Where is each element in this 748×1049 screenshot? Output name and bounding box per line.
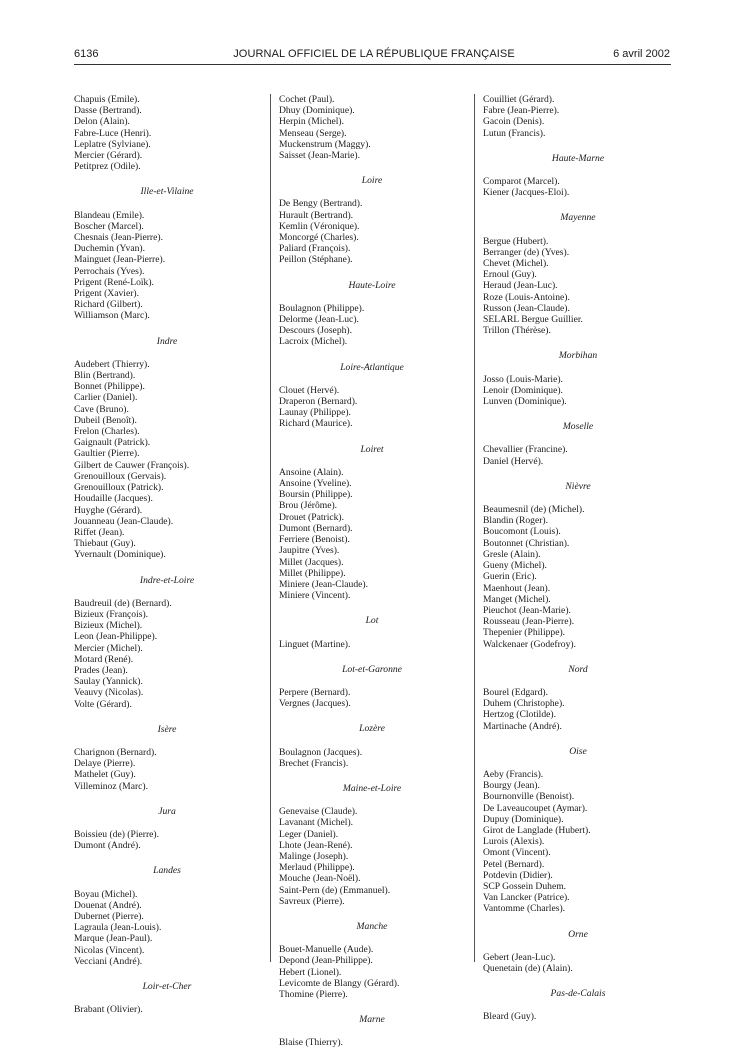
name-entry: Delorme (Jean-Luc).	[279, 314, 359, 326]
name-entry: Ansoine (Yveline).	[279, 478, 352, 490]
name-entry: Linguet (Martine).	[279, 638, 351, 650]
name-entry: Genevaise (Claude).	[279, 806, 358, 818]
department-heading: Indre-et-Loire	[139, 574, 195, 586]
department-section	[483, 664, 673, 732]
name-entry: Manget (Michel).	[483, 593, 551, 605]
name-entry: Pieuchot (Jean-Marie).	[483, 604, 571, 616]
department-heading: Moselle	[562, 421, 594, 433]
name-entry: Miniere (Vincent).	[279, 590, 351, 602]
name-entry: Comparot (Marcel).	[483, 176, 560, 188]
name-entry: Yvernault (Dominique).	[74, 549, 166, 561]
journal-title: JOURNAL OFFICIEL DE LA RÉPUBLIQUE FRANÇAISE	[233, 48, 515, 60]
publication-date: 6 avril 2002	[613, 48, 670, 60]
name-entry: Menseau (Serge).	[279, 127, 347, 139]
name-entry: Brabant (Olivier).	[74, 1004, 143, 1016]
name-entry: Jouanneau (Jean-Claude).	[74, 515, 174, 527]
department-section	[483, 212, 673, 336]
name-entry: Paliard (François).	[279, 243, 351, 255]
name-entry: Boscher (Marcel).	[74, 220, 144, 232]
name-entry: SELARL Bergue Guillier.	[483, 314, 583, 326]
name-entry: Gresle (Alain).	[483, 548, 541, 560]
name-list	[483, 687, 673, 732]
name-entry: Volte (Gérard).	[74, 698, 132, 710]
name-entry: Nicolas (Vincent).	[74, 944, 145, 956]
name-entry: Russon (Jean-Claude).	[483, 302, 570, 314]
name-entry: Rousseau (Jean-Pierre).	[483, 616, 575, 628]
name-list	[483, 769, 673, 915]
name-entry: Fabre (Jean-Pierre).	[483, 105, 560, 117]
name-entry: Gueny (Michel).	[483, 560, 547, 572]
department-section	[279, 175, 465, 265]
name-entry: Chapuis (Emile).	[74, 94, 140, 105]
name-entry: Petitprez (Odile).	[74, 161, 141, 173]
name-entry: Draperon (Bernard).	[279, 396, 358, 408]
name-list	[279, 687, 465, 709]
department-section	[74, 186, 260, 321]
name-list	[483, 94, 673, 139]
name-entry: Kiener (Jacques-Eloi).	[483, 187, 570, 199]
name-entry: Riffet (Jean).	[74, 526, 125, 538]
name-entry: Richard (Gilbert).	[74, 299, 143, 311]
name-entry: Levicomte de Blangy (Gérard).	[279, 977, 400, 989]
name-entry: Peillon (Stéphane).	[279, 254, 353, 266]
department-heading: Maine-et-Loire	[342, 782, 402, 794]
name-entry: Merlaud (Philippe).	[279, 862, 355, 874]
name-entry: Bournonville (Benoist).	[483, 791, 575, 803]
name-entry: Bizieux (François).	[74, 608, 149, 620]
name-entry: Mathelet (Guy).	[74, 769, 136, 781]
name-entry: Moncorgé (Charles).	[279, 232, 359, 244]
department-heading: Oise	[569, 745, 587, 757]
name-entry: Maenhout (Jean).	[483, 582, 551, 594]
name-list	[74, 829, 260, 851]
header-rule	[74, 64, 671, 65]
name-entry: Boursin (Philippe).	[279, 489, 353, 501]
name-entry: Boutonnet (Christian).	[483, 537, 570, 549]
department-heading: Pas-de-Calais	[550, 988, 606, 1000]
name-entry: Boulagnon (Jacques).	[279, 746, 363, 758]
name-entry: Petel (Bernard).	[483, 858, 545, 870]
name-entry: Muckenstrum (Maggy).	[279, 138, 371, 150]
name-entry: Mainguet (Jean-Pierre).	[74, 254, 166, 266]
name-entry: Lagraula (Jean-Louis).	[74, 922, 162, 934]
name-list	[483, 374, 673, 408]
name-entry: Prades (Jean).	[74, 664, 128, 676]
name-entry: Depond (Jean-Philippe).	[279, 955, 373, 967]
name-entry: Mouche (Jean-Noël).	[279, 873, 361, 885]
department-section	[483, 153, 673, 199]
name-list	[483, 952, 673, 974]
name-entry: Chevallier (Francine).	[483, 444, 568, 456]
department-heading: Marne	[359, 1014, 385, 1026]
name-entry: Daniel (Hervé).	[483, 455, 544, 467]
name-entry: De Laveaucoupet (Aymar).	[483, 802, 588, 814]
name-entry: Bizieux (Michel).	[74, 620, 143, 632]
department-heading: Manche	[356, 920, 388, 932]
name-entry: Blaise (Thierry).	[279, 1037, 343, 1049]
department-heading: Landes	[153, 865, 181, 877]
name-entry: Blandin (Roger).	[483, 515, 549, 527]
department-section	[74, 724, 260, 792]
name-entry: Thiebaut (Guy).	[74, 538, 136, 550]
name-entry: Mercier (Gérard).	[74, 150, 143, 162]
name-entry: Aeby (Francis).	[483, 768, 544, 780]
name-entry: Saulay (Yannick).	[74, 676, 143, 688]
name-entry: Boucomont (Louis).	[483, 526, 561, 538]
name-entry: Duhem (Christophe).	[483, 698, 565, 710]
name-entry: Girot de Langlade (Hubert).	[483, 824, 591, 836]
name-entry: Martinache (André).	[483, 720, 562, 732]
name-entry: Dhuy (Dominique).	[279, 105, 355, 117]
name-entry: Leger (Daniel).	[279, 828, 339, 840]
name-entry: Huyghe (Gérard).	[74, 504, 143, 516]
name-list	[74, 359, 260, 561]
name-entry: Vecciani (André).	[74, 955, 143, 967]
name-entry: Mercier (Michel).	[74, 642, 143, 654]
name-entry: Douenat (André).	[74, 899, 142, 911]
name-list	[279, 747, 465, 769]
name-entry: Trillon (Thérèse).	[483, 325, 551, 337]
name-list	[279, 467, 465, 601]
department-section	[74, 865, 260, 967]
name-entry: Bonnet (Philippe).	[74, 381, 145, 393]
department-heading: Lozère	[359, 723, 385, 735]
name-entry: Hebert (Lionel).	[279, 966, 342, 978]
name-entry: Prigent (René-Loïk).	[74, 276, 154, 288]
column-1	[74, 94, 260, 1015]
name-entry: Charignon (Bernard).	[74, 746, 157, 758]
name-entry: Bourel (Edgard).	[483, 686, 549, 698]
department-section	[74, 336, 260, 561]
name-entry: Baudreuil (de) (Bernard).	[74, 597, 172, 609]
department-section	[279, 94, 465, 161]
name-entry: Quenetain (de) (Alain).	[483, 962, 573, 974]
department-section	[279, 921, 465, 1000]
department-heading: Mayenne	[560, 212, 596, 224]
name-entry: Gaignault (Patrick).	[74, 437, 151, 449]
column-2	[279, 94, 465, 1049]
name-entry: Motard (René).	[74, 653, 134, 665]
name-entry: Lutun (Francis).	[483, 127, 546, 139]
name-list	[74, 747, 260, 792]
department-section	[279, 362, 465, 430]
name-entry: Leplatre (Sylviane).	[74, 138, 151, 150]
department-section	[279, 723, 465, 769]
department-heading: Jura	[158, 805, 176, 817]
name-entry: Boyau (Michel).	[74, 888, 138, 900]
name-entry: Leon (Jean-Philippe).	[74, 631, 158, 643]
name-entry: Prigent (Xavier).	[74, 288, 140, 300]
name-entry: Delon (Alain).	[74, 116, 130, 128]
department-heading: Morbihan	[558, 350, 598, 362]
name-entry: Marque (Jean-Paul).	[74, 933, 153, 945]
name-entry: Beaumesnil (de) (Michel).	[483, 504, 585, 516]
name-entry: Savreux (Pierre).	[279, 895, 345, 907]
department-heading: Isère	[157, 723, 177, 735]
name-entry: Malinge (Joseph).	[279, 850, 349, 862]
name-list	[279, 303, 465, 348]
name-list	[279, 385, 465, 430]
department-section	[483, 746, 673, 915]
name-entry: Perrochais (Yves).	[74, 265, 145, 277]
name-entry: Josso (Louis-Marie).	[483, 373, 563, 385]
department-section	[279, 783, 465, 907]
name-entry: Perpere (Bernard).	[279, 686, 351, 698]
name-entry: Kemlin (Véronique).	[279, 220, 360, 232]
name-entry: Jaupitre (Yves).	[279, 545, 340, 557]
name-entry: Guerin (Eric).	[483, 571, 537, 583]
name-entry: Delaye (Pierre).	[74, 758, 136, 770]
department-heading: Lot-et-Garonne	[342, 663, 402, 675]
name-entry: Ansoine (Alain).	[279, 466, 344, 478]
name-entry: Chevet (Michel).	[483, 258, 549, 270]
page-header	[0, 48, 748, 64]
department-section	[74, 94, 260, 172]
name-entry: Millet (Jacques).	[279, 556, 344, 568]
name-entry: Launay (Philippe).	[279, 407, 351, 419]
department-section	[74, 575, 260, 710]
name-entry: Frelon (Charles).	[74, 426, 140, 438]
department-section	[279, 615, 465, 649]
name-entry: Cochet (Paul).	[279, 94, 335, 105]
name-entry: Dubeil (Benoît).	[74, 414, 137, 426]
department-section	[483, 929, 673, 975]
name-entry: Thepenier (Philippe).	[483, 627, 566, 639]
column-divider	[474, 94, 475, 962]
name-entry: Saint-Pern (de) (Emmanuel).	[279, 884, 391, 896]
department-section	[279, 280, 465, 348]
name-entry: Richard (Maurice).	[279, 418, 353, 430]
name-entry: Ferriere (Benoist).	[279, 534, 350, 546]
name-entry: Brou (Jérôme).	[279, 500, 338, 512]
department-heading: Haute-Marne	[551, 152, 605, 164]
name-entry: Brechet (Francis).	[279, 757, 349, 769]
department-section	[74, 981, 260, 1015]
name-entry: Roze (Louis-Antoine).	[483, 291, 570, 303]
name-entry: Houdaille (Jacques).	[74, 493, 153, 505]
department-section	[483, 94, 673, 139]
name-entry: Veauvy (Nicolas).	[74, 687, 144, 699]
name-entry: Lunven (Dominique).	[483, 396, 567, 408]
column-divider	[270, 94, 271, 962]
name-entry: Walckenaer (Godefroy).	[483, 638, 576, 650]
name-entry: Descours (Joseph).	[279, 325, 353, 337]
department-heading: Haute-Loire	[348, 279, 396, 291]
name-entry: Potdevin (Didier).	[483, 869, 553, 881]
name-entry: Audebert (Thierry).	[74, 358, 150, 370]
name-entry: Boulagnon (Philippe).	[279, 302, 365, 314]
name-entry: Carlier (Daniel).	[74, 392, 138, 404]
name-list	[483, 236, 673, 337]
department-section	[279, 664, 465, 710]
department-section	[74, 806, 260, 852]
name-entry: Thomine (Pierre).	[279, 988, 348, 1000]
department-heading: Nièvre	[565, 480, 591, 492]
department-section	[483, 481, 673, 650]
department-section	[483, 988, 673, 1022]
name-list	[279, 1037, 465, 1048]
department-heading: Nord	[568, 663, 588, 675]
department-heading: Loiret	[360, 443, 384, 455]
name-entry: Couilliet (Gérard).	[483, 94, 555, 105]
name-entry: Saisset (Jean-Marie).	[279, 150, 360, 162]
name-entry: Ernoul (Guy).	[483, 269, 537, 281]
name-list	[74, 598, 260, 710]
column-3	[483, 94, 673, 1023]
name-list	[483, 176, 673, 198]
name-entry: Vantomme (Charles).	[483, 903, 566, 915]
name-entry: Bouet-Manuelle (Aude).	[279, 944, 374, 956]
department-heading: Indre	[156, 335, 178, 347]
department-section	[483, 350, 673, 407]
name-list	[483, 504, 673, 650]
name-list	[483, 1011, 673, 1022]
name-entry: Millet (Philippe).	[279, 567, 346, 579]
name-entry: Blandeau (Emile).	[74, 209, 145, 221]
name-entry: Villeminoz (Marc).	[74, 780, 149, 792]
name-entry: Dupuy (Dominique).	[483, 813, 564, 825]
name-list	[279, 944, 465, 1000]
department-heading: Lot	[365, 615, 379, 627]
name-entry: Blin (Bertrand).	[74, 370, 136, 382]
name-entry: Clouet (Hervé).	[279, 384, 340, 396]
name-list	[74, 210, 260, 322]
department-section	[279, 444, 465, 602]
name-entry: Gebert (Jean-Luc).	[483, 951, 556, 963]
name-entry: Heraud (Jean-Luc).	[483, 280, 558, 292]
name-entry: Dumont (Bernard).	[279, 522, 353, 534]
department-heading: Ille-et-Vilaine	[140, 186, 194, 198]
name-entry: Gacoin (Denis).	[483, 116, 545, 128]
name-entry: Vergnes (Jacques).	[279, 698, 351, 710]
name-entry: Lavanant (Michel).	[279, 817, 354, 829]
page-number: 6136	[74, 48, 99, 60]
name-entry: Fabre-Luce (Henri).	[74, 127, 152, 139]
name-entry: Van Lancker (Patrice).	[483, 892, 570, 904]
name-entry: Williamson (Marc).	[74, 310, 150, 322]
name-entry: Herpin (Michel).	[279, 116, 345, 128]
name-list	[279, 94, 465, 161]
name-list	[74, 94, 260, 172]
name-entry: Chesnais (Jean-Pierre).	[74, 232, 163, 244]
name-entry: Lurois (Alexis).	[483, 836, 545, 848]
name-list	[279, 639, 465, 650]
name-entry: Bourgy (Jean).	[483, 780, 540, 792]
name-entry: Lenoir (Dominique).	[483, 384, 563, 396]
name-entry: Grenouilloux (Gervais).	[74, 470, 167, 482]
department-heading: Loir-et-Cher	[142, 981, 192, 992]
department-section	[279, 1014, 465, 1048]
department-heading: Loire-Atlantique	[340, 361, 404, 373]
name-entry: Dubernet (Pierre).	[74, 910, 144, 922]
name-entry: Drouet (Patrick).	[279, 511, 345, 523]
name-entry: Dumont (André).	[74, 840, 141, 852]
department-section	[483, 421, 673, 467]
name-entry: De Bengy (Bertrand).	[279, 198, 363, 210]
name-entry: Omont (Vincent).	[483, 847, 551, 859]
name-entry: Lacroix (Michel).	[279, 336, 348, 348]
name-entry: Lhote (Jean-René).	[279, 839, 353, 851]
name-entry: Gilbert de Cauwer (François).	[74, 459, 190, 471]
name-entry: Miniere (Jean-Claude).	[279, 578, 368, 590]
name-list	[279, 806, 465, 907]
name-entry: Duchemin (Yvan).	[74, 243, 145, 255]
name-list	[74, 889, 260, 967]
name-list	[279, 198, 465, 265]
name-entry: SCP Gossein Duhem.	[483, 880, 567, 892]
name-entry: Hertzog (Clotilde).	[483, 709, 556, 721]
name-list	[74, 1004, 260, 1015]
department-heading: Loire	[361, 175, 383, 187]
name-entry: Dasse (Bertrand).	[74, 105, 142, 117]
name-entry: Gaultier (Pierre).	[74, 448, 140, 460]
name-entry: Boissieu (de) (Pierre).	[74, 828, 159, 840]
department-heading: Orne	[568, 928, 588, 940]
name-list	[483, 444, 673, 466]
name-entry: Bergue (Hubert).	[483, 235, 549, 247]
name-entry: Cave (Bruno).	[74, 403, 129, 415]
name-entry: Berranger (de) (Yves).	[483, 246, 570, 258]
name-entry: Grenouilloux (Patrick).	[74, 482, 164, 494]
name-entry: Hurault (Bertrand).	[279, 209, 354, 221]
name-entry: Bleard (Guy).	[483, 1011, 537, 1023]
